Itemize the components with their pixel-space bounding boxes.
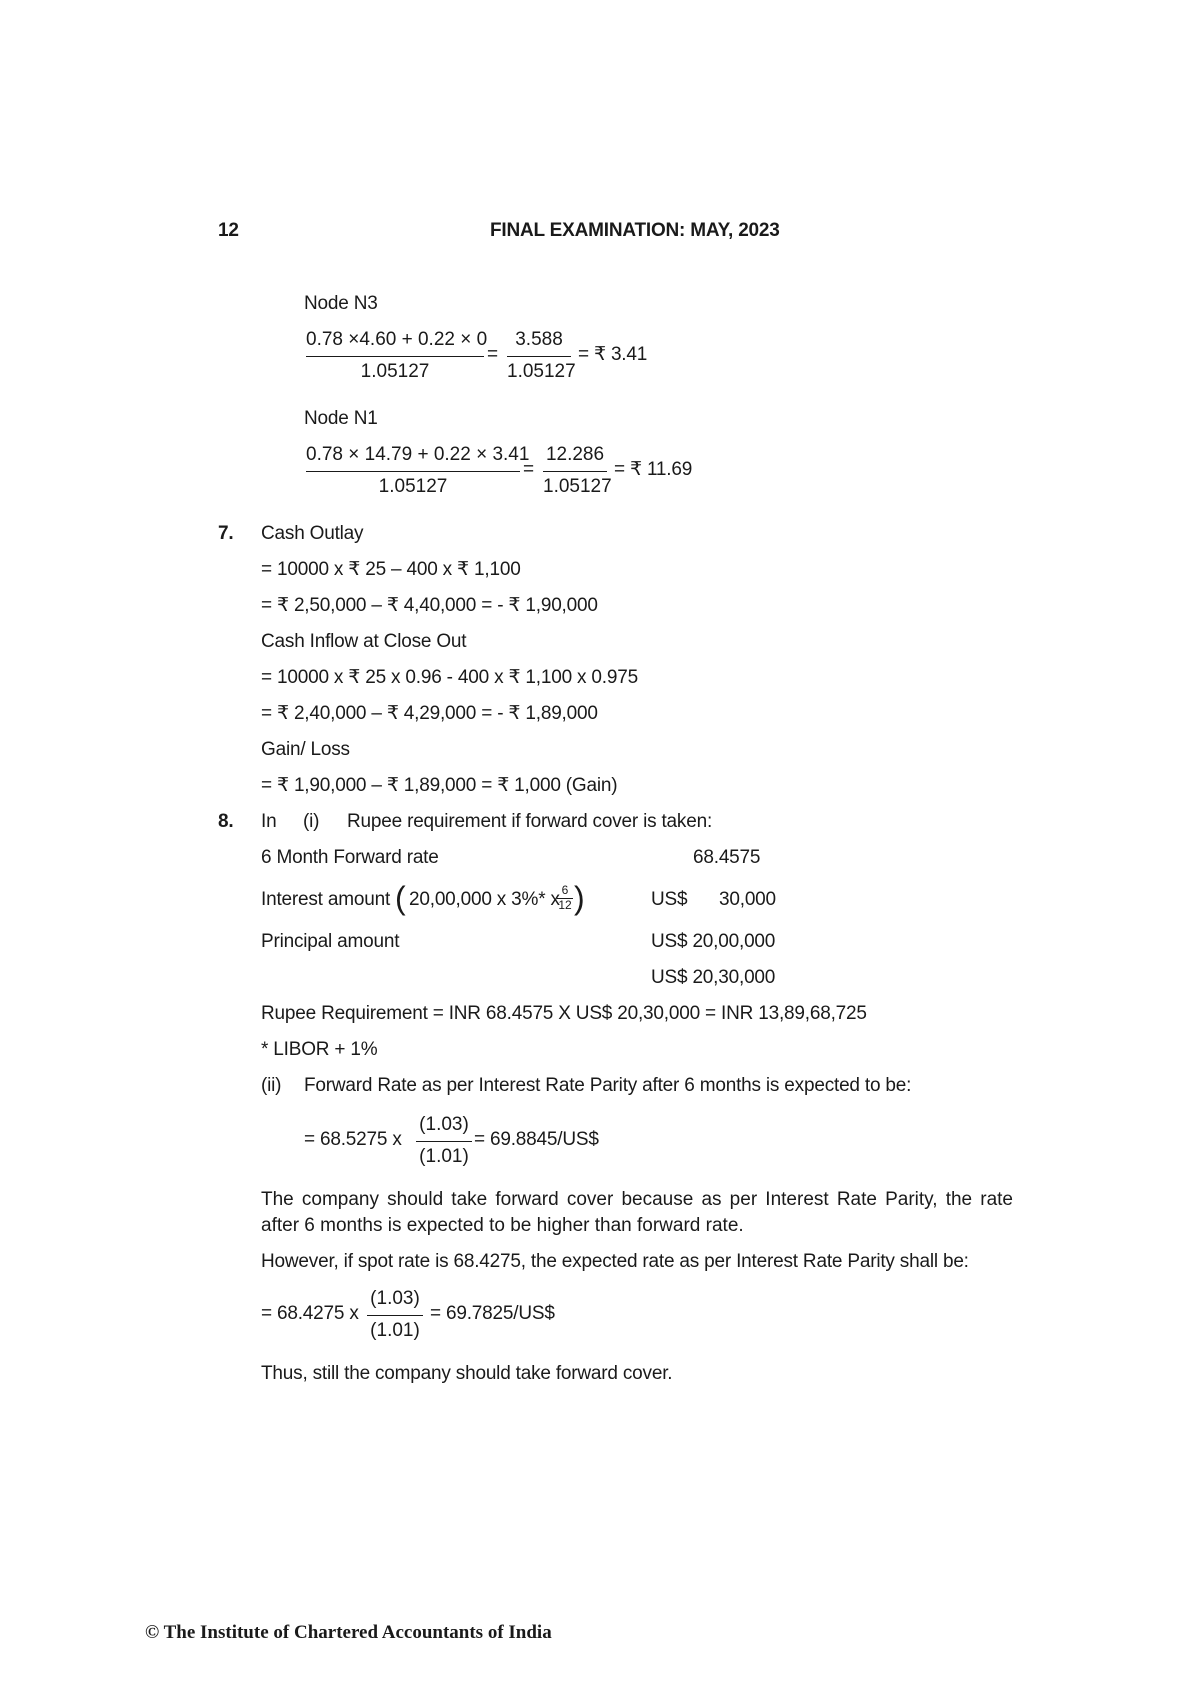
- footnote: * LIBOR + 1%: [261, 1039, 378, 1060]
- fraction-bar: [306, 471, 520, 472]
- principal-value: US$ 20,00,000: [651, 931, 776, 952]
- question-7-number: 7.: [218, 523, 234, 544]
- total-value: US$ 20,30,000: [651, 967, 776, 988]
- node-n1-denominator: 1.05127: [378, 476, 448, 497]
- principal-label: Principal amount: [261, 931, 400, 952]
- interest-fraction: [557, 884, 573, 914]
- q7-line: = 10000 x ₹ 25 – 400 x ₹ 1,100: [261, 559, 521, 580]
- interest-expression: 20,00,000 x 3%* x: [409, 889, 560, 910]
- formula-1-num: (1.03): [419, 1114, 469, 1135]
- formula-2-fraction: [367, 1287, 423, 1347]
- node-n1-label: Node N1: [304, 408, 378, 429]
- paragraph-spot-rate: However, if spot rate is 68.4275, the expected rate as per Interest Rate Parity shall be:: [261, 1251, 969, 1272]
- interest-currency: US$: [651, 889, 688, 910]
- q8-part-ii-heading: Forward Rate as per Interest Rate Parity after 6 months is expected to be:: [304, 1075, 912, 1096]
- paragraph-forward-cover: The company should take forward cover because as per Interest Rate Parity, the rate after 6 months is expected to be higher than forward rate.: [261, 1189, 1013, 1236]
- node-n1-numerator-2: 12.286: [545, 444, 605, 465]
- q7-line: = 10000 x ₹ 25 x 0.96 - 400 x ₹ 1,100 x 0.975: [261, 667, 638, 688]
- formula-1-fraction: [416, 1113, 472, 1173]
- q8-part-ii-label: (ii): [261, 1075, 282, 1096]
- q8-part-i-label: (i): [303, 811, 320, 832]
- q8-in-label: In: [261, 811, 277, 832]
- fraction-bar: [543, 471, 607, 472]
- formula-1-den: (1.01): [419, 1146, 469, 1167]
- open-paren: (: [395, 880, 406, 916]
- node-n1-result: = ₹ 11.69: [614, 459, 693, 480]
- node-n3-numerator-2: 3.588: [515, 329, 563, 350]
- formula-1-result: = 69.8845/US$: [474, 1129, 599, 1150]
- interest-fraction-num: 6: [561, 883, 569, 897]
- fraction-bar: [367, 1315, 423, 1316]
- close-paren: ): [574, 880, 585, 916]
- q7-line: = ₹ 2,50,000 – ₹ 4,40,000 = - ₹ 1,90,000: [261, 595, 598, 616]
- node-n1-equals: =: [523, 459, 534, 480]
- rupee-requirement: Rupee Requirement = INR 68.4575 X US$ 20,30,000 = INR 13,89,68,725: [261, 1003, 867, 1024]
- forward-rate-label: 6 Month Forward rate: [261, 847, 439, 868]
- question-8-number: 8.: [218, 811, 234, 832]
- q7-line: = ₹ 1,90,000 – ₹ 1,89,000 = ₹ 1,000 (Gain): [261, 775, 618, 796]
- interest-fraction-den: 12: [558, 898, 572, 912]
- page-footer: © The Institute of Chartered Accountants of India: [145, 1622, 552, 1643]
- node-n1-fraction-2: [543, 443, 612, 503]
- fraction-bar: [507, 356, 571, 357]
- q7-line: Cash Outlay: [261, 523, 364, 544]
- q7-line: = ₹ 2,40,000 – ₹ 4,29,000 = - ₹ 1,89,000: [261, 703, 598, 724]
- node-n3-fraction-1: [306, 328, 488, 388]
- node-n3-denominator-2: 1.05127: [507, 361, 576, 382]
- q7-line: Cash Inflow at Close Out: [261, 631, 467, 652]
- node-n1-denominator-2: 1.05127: [543, 476, 612, 497]
- node-n3-numerator: 0.78 ×4.60 + 0.22 × 0: [306, 329, 488, 350]
- interest-amount-label: Interest amount: [261, 889, 391, 910]
- node-n3-equals: =: [487, 344, 498, 365]
- node-n3-label: Node N3: [304, 293, 378, 314]
- formula-2-den: (1.01): [370, 1320, 420, 1341]
- forward-rate-value: 68.4575: [693, 847, 761, 868]
- q8-part-i-heading: Rupee requirement if forward cover is taken:: [347, 811, 713, 832]
- page-number: 12: [218, 220, 239, 241]
- node-n1-numerator: 0.78 × 14.79 + 0.22 × 3.41: [306, 444, 530, 465]
- fraction-bar: [416, 1141, 472, 1142]
- node-n1-fraction-1: [306, 443, 530, 503]
- fraction-bar: [306, 356, 484, 357]
- q7-line: Gain/ Loss: [261, 739, 350, 760]
- formula-2-result: = 69.7825/US$: [430, 1303, 555, 1324]
- node-n3-result: = ₹ 3.41: [578, 344, 648, 365]
- node-n3-denominator: 1.05127: [360, 361, 430, 382]
- interest-value: 30,000: [719, 889, 776, 910]
- conclusion: Thus, still the company should take forward cover.: [261, 1363, 673, 1384]
- node-n3-fraction-2: [507, 328, 576, 388]
- formula-2-prefix: = 68.4275 x: [261, 1303, 359, 1324]
- formula-1-prefix: = 68.5275 x: [304, 1129, 402, 1150]
- formula-2-num: (1.03): [370, 1288, 420, 1309]
- page-header-title: FINAL EXAMINATION: MAY, 2023: [490, 220, 780, 241]
